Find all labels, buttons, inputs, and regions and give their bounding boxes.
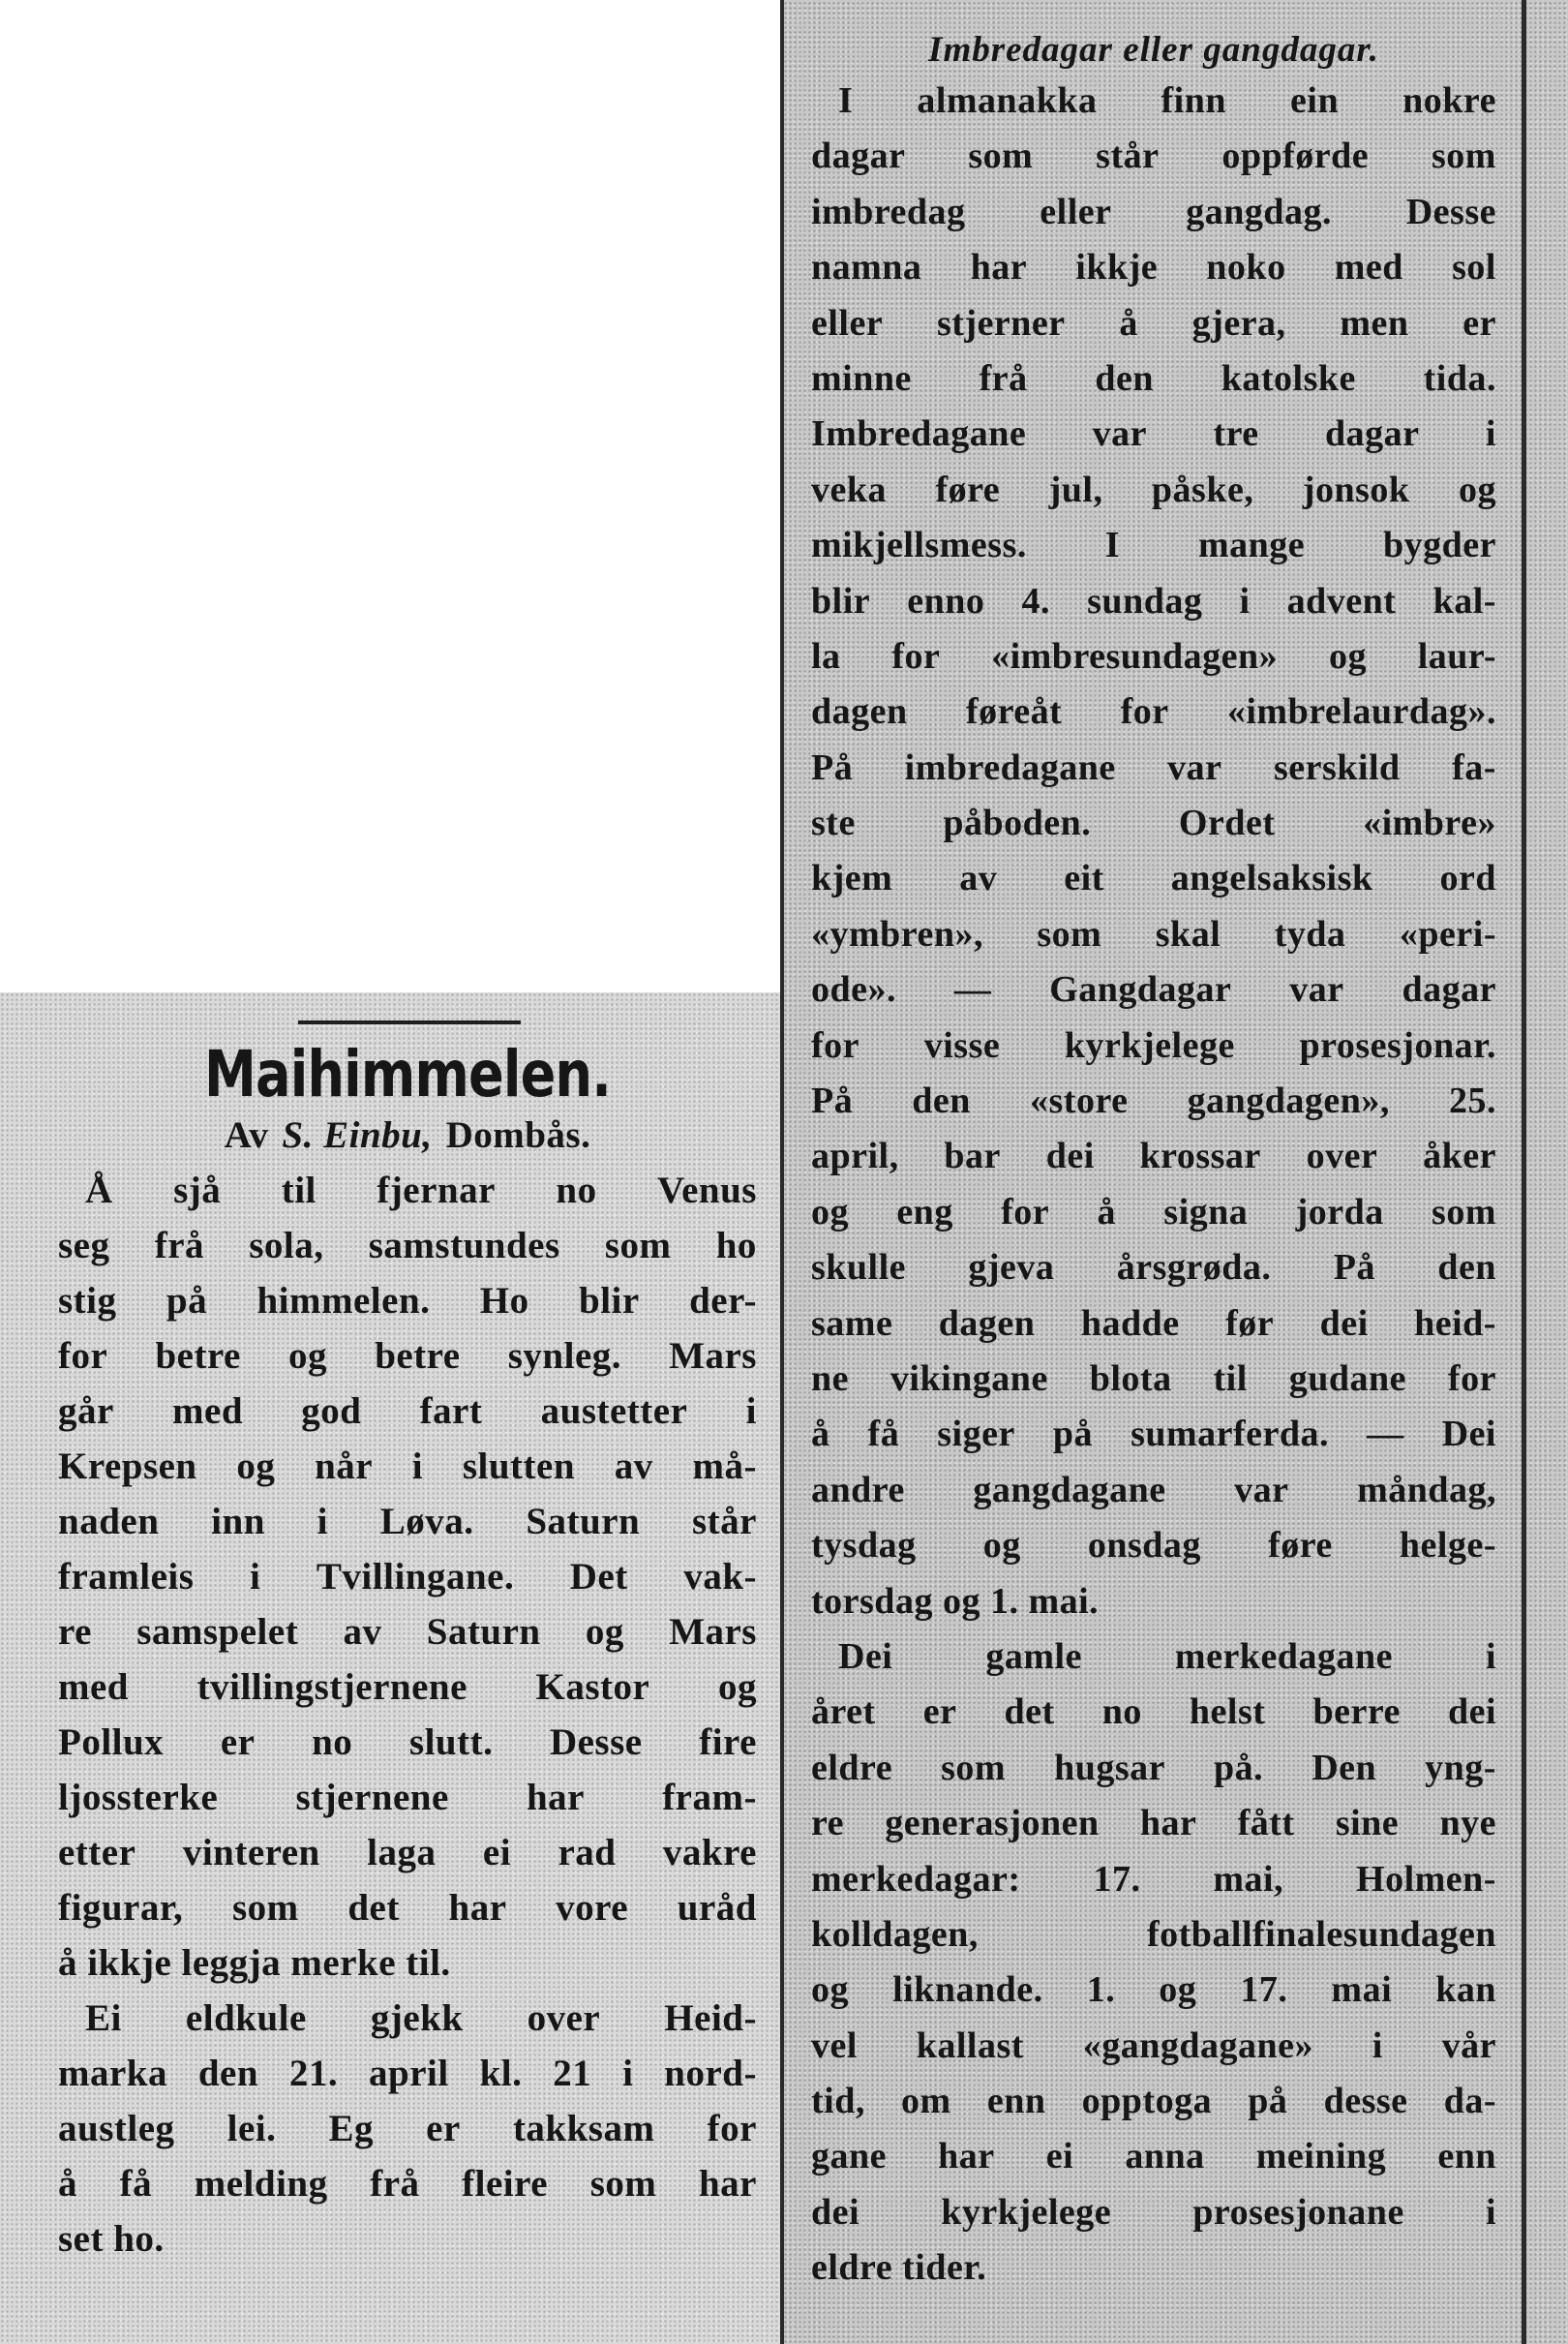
text-line: veka føre jul, påske, jonsok og	[811, 469, 1496, 510]
column-divider	[780, 0, 784, 2344]
text-line: merkedagar: 17. mai, Holmen-	[811, 1858, 1496, 1900]
text-line: for betre og betre synleg. Mars	[58, 1335, 757, 1377]
text-line: året er det no helst berre dei	[811, 1691, 1496, 1733]
text-line: dagen føreåt for «imbrelaurdag».	[811, 691, 1496, 733]
text-line: marka den 21. april kl. 21 i nord-	[58, 2053, 757, 2094]
text-line: ste påboden. Ordet «imbre»	[811, 803, 1496, 844]
text-line: eldre tider.	[811, 2247, 987, 2289]
text-line: Pollux er no slutt. Desse fire	[58, 1721, 757, 1763]
text-line: og liknande. 1. og 17. mai kan	[811, 1969, 1496, 2011]
right-article-body	[811, 74, 1496, 2297]
text-line: namna har ikkje noko med sol	[811, 247, 1496, 289]
text-line: På imbredagane var serskild fa-	[811, 746, 1496, 788]
text-line: mikjellsmess. I mange bygder	[811, 525, 1496, 566]
article-subheading: Imbredagar eller gangdagar.	[928, 30, 1379, 70]
text-line: dagar som står oppførde som	[811, 136, 1496, 177]
text-line: eller stjerner å gjera, men er	[811, 302, 1496, 344]
text-line: imbredag eller gangdag. Desse	[811, 191, 1496, 232]
right-article	[811, 25, 1496, 2297]
left-article	[58, 1015, 757, 2267]
text-line: austleg lei. Eg er takksam for	[58, 2108, 757, 2149]
text-line: dei kyrkjelege prosesjonane i	[811, 2191, 1496, 2233]
text-line: skulle gjeva årsgrøda. På den	[811, 1247, 1496, 1289]
text-line: naden inn i Løva. Saturn står	[58, 1501, 757, 1542]
text-line: tid, om enn opptoga på desse da-	[811, 2081, 1496, 2122]
text-line: vel kallast «gangdagane» i vår	[811, 2024, 1496, 2066]
text-line: framleis i Tvillingane. Det vak-	[58, 1556, 757, 1598]
text-line: same dagen hadde før dei heid-	[811, 1302, 1496, 1344]
text-line: På den «store gangdagen», 25.	[811, 1081, 1496, 1122]
text-line: etter vinteren laga ei rad vakre	[58, 1832, 757, 1873]
text-line: set ho.	[58, 2218, 165, 2260]
right-border-rule	[1522, 0, 1526, 2344]
text-line: I almanakka finn ein nokre	[838, 80, 1496, 121]
text-line: re samspelet av Saturn og Mars	[58, 1611, 757, 1653]
text-line: kolldagen, fotballfinalesundagen	[811, 1913, 1496, 1955]
text-line: april, bar dei krossar over åker	[811, 1136, 1496, 1177]
text-line: å ikkje leggja merke til.	[58, 1942, 451, 1984]
text-line: figurar, som det har vore uråd	[58, 1887, 757, 1929]
text-line: seg frå sola, samstundes som ho	[58, 1225, 757, 1266]
headline-rule	[298, 1020, 521, 1024]
article-headline: Maihimmelen.	[203, 1037, 611, 1111]
text-line: å få siger på sumarferda. — Dei	[811, 1414, 1496, 1455]
text-line: går med god fart austetter i	[58, 1390, 757, 1432]
text-line: for visse kyrkjelege prosesjonar.	[811, 1024, 1496, 1066]
text-line: torsdag og 1. mai.	[811, 1580, 1100, 1622]
text-line: ljossterke stjernene har fram-	[58, 1777, 757, 1818]
text-line: Å sjå til fjernar no Venus	[85, 1170, 757, 1211]
text-line: kjem av eit angelsaksisk ord	[811, 858, 1496, 899]
text-line: re generasjonen har fått sine nye	[811, 1803, 1496, 1844]
text-line: stig på himmelen. Ho blir der-	[58, 1280, 757, 1322]
byline-author: S. Einbu,	[282, 1114, 433, 1156]
text-line: minne frå den katolske tida.	[811, 357, 1496, 399]
left-article-body	[58, 1163, 757, 2267]
text-line: Ei eldkule gjekk over Heid-	[85, 1997, 757, 2039]
text-line: «ymbren», som skal tyda «peri-	[811, 913, 1496, 955]
text-line: Dei gamle merkedagane i	[838, 1635, 1496, 1677]
text-line: blir enno 4. sundag i advent kal-	[811, 580, 1496, 622]
text-line: eldre som hugsar på. Den yng-	[811, 1747, 1496, 1788]
text-line: gane har ei anna meining enn	[811, 2136, 1496, 2177]
text-line: Imbredagane var tre dagar i	[811, 413, 1496, 455]
text-line: Krepsen og når i slutten av må-	[58, 1446, 757, 1487]
text-line: ode». — Gangdagar var dagar	[811, 969, 1496, 1011]
byline	[58, 1108, 757, 1163]
text-line: la for «imbresundagen» og laur-	[811, 635, 1496, 677]
text-line: og eng for å signa jorda som	[811, 1191, 1496, 1233]
byline-place: Dombås.	[445, 1114, 591, 1156]
text-line: å få melding frå fleire som har	[58, 2163, 757, 2205]
text-line: andre gangdagane var måndag,	[811, 1469, 1496, 1510]
byline-prefix: Av	[224, 1114, 269, 1156]
text-line: tysdag og onsdag føre helge-	[811, 1525, 1496, 1567]
text-line: med tvillingstjernene Kastor og	[58, 1666, 757, 1708]
text-line: ne vikingane blota til gudane for	[811, 1357, 1496, 1399]
